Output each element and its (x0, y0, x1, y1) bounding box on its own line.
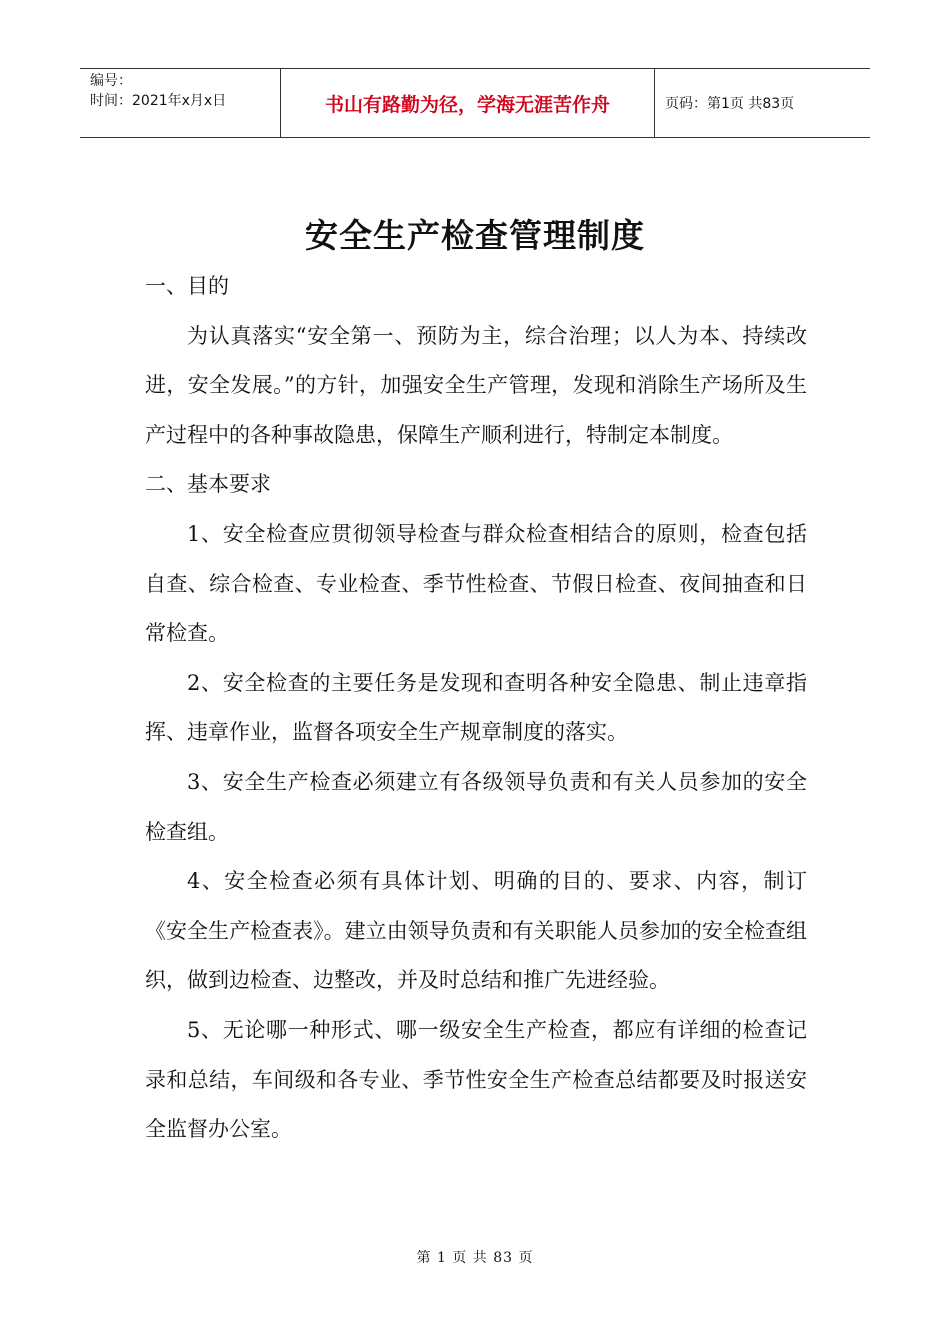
document-title: 安全生产检查管理制度 (305, 216, 645, 255)
requirement-item-2: 2、安全检查的主要任务是发现和查明各种安全隐患、制止违章指挥、违章作业，监督各项安全生产规章制度的落实。 (145, 670, 807, 745)
section-heading-purpose: 一、目的 (145, 274, 229, 298)
requirement-item-1: 1、安全检查应贯彻领导检查与群众检查相结合的原则，检查包括自查、综合检查、专业检查、季节性检查、节假日检查、夜间抽查和日常检查。 (145, 521, 807, 646)
section-heading-requirements: 二、基本要求 (145, 472, 271, 497)
requirement-item-5: 5、无论哪一种形式、哪一级安全生产检查，都应有详细的检查记录和总结，车间级和各专业、季节性安全生产检查总结都要及时报送安全监督办公室。 (145, 1017, 807, 1142)
document-time-label: 时间：2021年x月x日 (90, 93, 227, 109)
requirement-item-4: 4、安全检查必须有具体计划、明确的目的、要求、内容，制订《安全生产检查表》。建立由领导负责和有关职能人员参加的安全检查组织，做到边检查、边整改，并及时总结和推广先进经验。 (145, 869, 807, 993)
header-motto: 书山有路勤为径，学海无涯苦作舟 (281, 69, 655, 137)
paragraph-purpose: 为认真落实“安全第一、预防为主，综合治理；以人为本、持续改进，安全发展。”的方针，加强安全生产管理，发现和消除生产场所及生产过程中的各种事故隐患，保障生产顺利进行，特制定本制度。 (145, 323, 807, 447)
document-body (145, 262, 807, 1155)
document-number-label: 编号： (90, 73, 132, 89)
page-footer: 第 1 页 共 83 页 (416, 1250, 534, 1266)
header-page-info: 页码：第1页 共83页 (665, 96, 795, 112)
header-meta-cell (80, 69, 281, 137)
page-header (80, 68, 870, 138)
requirement-item-3: 3、安全生产检查必须建立有各级领导负责和有关人员参加的安全检查组。 (145, 769, 807, 844)
